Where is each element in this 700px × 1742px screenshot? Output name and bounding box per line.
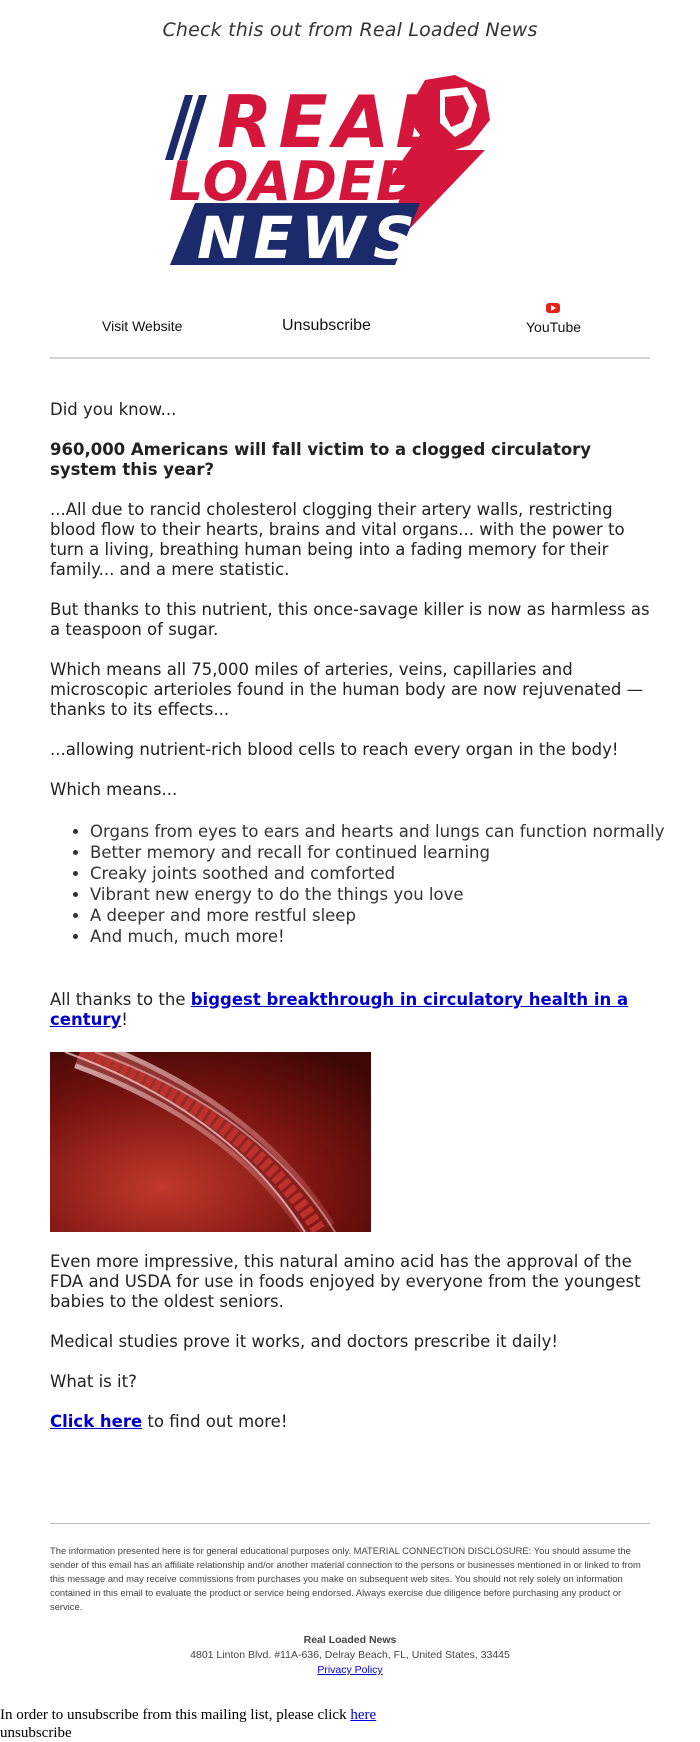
breakthrough-line	[50, 990, 650, 1030]
logo-word-news: NEWS	[197, 204, 423, 272]
artery-image[interactable]	[50, 1052, 371, 1232]
list-item: • A deeper and more restful sleep	[90, 905, 690, 926]
privacy-policy-link[interactable]: Privacy Policy	[317, 1664, 383, 1676]
article-paragraph-6: Even more impressive, this natural amino acid has the approval of the FDA and USDA for use in foods enjoyed by everyone from the youngest babies to the oldest seniors.	[50, 1252, 641, 1311]
list-item: • Better memory and recall for continued learning	[90, 842, 690, 863]
benefits-list	[50, 821, 690, 947]
list-item: • And much, much more!	[90, 926, 690, 947]
header-nav	[0, 300, 700, 340]
youtube-link[interactable]: YouTube	[526, 319, 582, 335]
unsubscribe-link[interactable]: Unsubscribe	[282, 317, 371, 334]
visit-website-link[interactable]: Visit Website	[102, 318, 183, 334]
cta-line	[50, 1412, 650, 1432]
material-disclosure: The information presented here is for general educational purposes only. MATERIAL CONNECTION DISCLOSURE: You should assume the sender of this email has an affiliate relationship and/or another material connection to the persons or businesses mentioned in or linked to from this message and may receive commissions from purchases you make on subsequent web sites. You should not rely solely on information contained in this email to evaluate the product or service being endorsed. Always exercise due diligence before purchasing any product or service.	[50, 1545, 641, 1612]
article-intro: Did you know...	[50, 400, 177, 419]
unsubscribe-here-link[interactable]: here	[350, 1707, 377, 1723]
footer	[0, 1633, 700, 1678]
breakthrough-suffix: !	[121, 1010, 128, 1029]
list-item: • Vibrant new energy to do the things you love	[90, 884, 690, 905]
footer-divider	[50, 1523, 650, 1524]
article-paragraph-3: Which means all 75,000 miles of arteries, veins, capillaries and microscopic arterioles found in the human body are now rejuvenated — thanks to its effects...	[50, 660, 644, 719]
youtube-icon[interactable]	[546, 303, 560, 313]
cta-suffix: to find out more!	[142, 1412, 288, 1431]
click-here-link[interactable]: Click here	[50, 1412, 143, 1431]
article-paragraph-7: Medical studies prove it works, and doctors prescribe it daily!	[50, 1332, 558, 1351]
article-paragraph-4: ...allowing nutrient-rich blood cells to reach every organ in the body!	[50, 740, 619, 759]
article-paragraph-8: What is it?	[50, 1372, 137, 1391]
article-headline: 960,000 Americans will fall victim to a clogged circulatory system this year?	[50, 440, 592, 479]
list-item: • Creaky joints soothed and comforted	[90, 863, 690, 884]
list-item: • Organs from eyes to ears and hearts and lungs can function normally	[90, 821, 690, 842]
breakthrough-prefix: All thanks to the	[50, 990, 191, 1009]
unsubscribe-word: unsubscribe	[0, 1725, 72, 1741]
unsubscribe-prefix: In order to unsubscribe from this mailing list, please click	[0, 1707, 351, 1723]
article-paragraph-1: ...All due to rancid cholesterol clogging their artery walls, restricting blood flow to their hearts, brains and vital organs... with the power to turn a living, breathing human being into a fading memory for their family... and a mere statistic.	[50, 500, 625, 579]
article-paragraph-5: Which means...	[50, 780, 178, 799]
footer-company-name: Real Loaded News	[303, 1634, 397, 1646]
article-paragraph-2: But thanks to this nutrient, this once-savage killer is now as harmless as a teaspoon of sugar.	[50, 600, 650, 639]
footer-address: 4801 Linton Blvd. #11A-636, Delray Beach, FL, United States, 33445	[190, 1649, 510, 1661]
breakthrough-link[interactable]: biggest breakthrough in circulatory health in a century	[50, 990, 629, 1029]
email-tagline: Check this out from Real Loaded News	[162, 19, 538, 41]
real-loaded-news-logo	[155, 75, 535, 295]
logo-word-loaded: LOADED	[169, 150, 422, 213]
header-divider	[50, 357, 650, 359]
logo-word-real: REAL	[217, 80, 448, 164]
